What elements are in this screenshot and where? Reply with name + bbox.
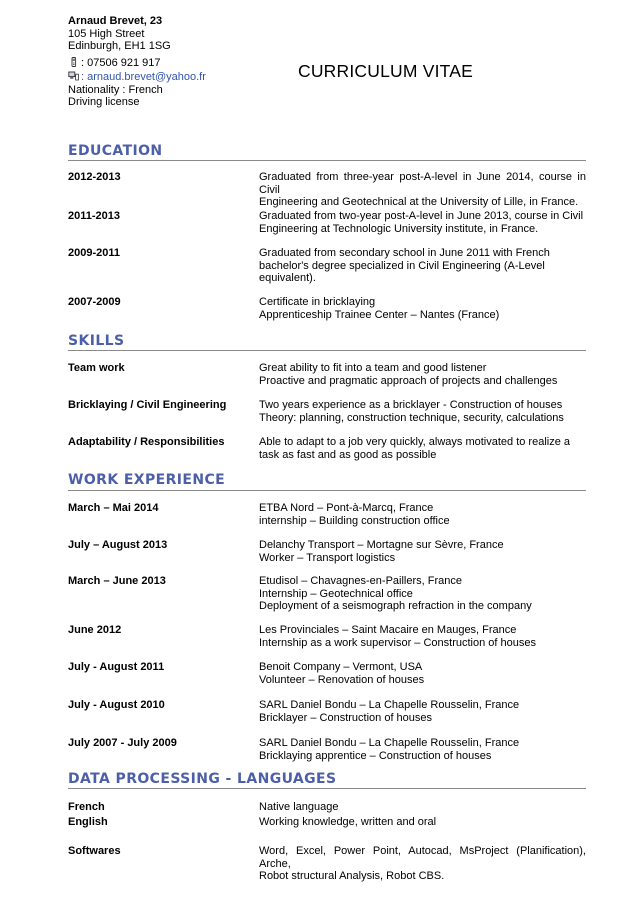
- work-description: [259, 661, 586, 686]
- description-line: Great ability to fit into a team and good listener: [259, 362, 487, 374]
- software-label: Softwares: [68, 845, 121, 857]
- section-divider: [68, 490, 586, 491]
- description-line: Graduated from two-year post-A-level in June 2013, course in Civil: [259, 210, 584, 222]
- description-line: Delanchy Transport – Mortagne sur Sèvre, France: [259, 539, 504, 551]
- skill-name: Bricklaying / Civil Engineering: [68, 399, 227, 411]
- education-period: 2012-2013: [68, 171, 121, 183]
- work-description: [259, 539, 586, 564]
- description-line: SARL Daniel Bondu – La Chapelle Rousselin, France: [259, 737, 520, 749]
- description-line: Native language: [259, 801, 339, 813]
- description-line: Word, Excel, Power Point, Autocad, MsProject (Planification), Arche,: [259, 845, 586, 870]
- description-line: internship – Building construction office: [259, 514, 450, 527]
- software-list: [259, 845, 586, 883]
- contact-email-line: [68, 71, 206, 84]
- skill-description: [259, 436, 586, 461]
- work-period: June 2012: [68, 624, 122, 636]
- description-line: Theory: planning, construction technique, security, calculations: [259, 411, 564, 424]
- education-period: 2007-2009: [68, 296, 121, 308]
- work-description: [259, 502, 586, 527]
- description-line: ETBA Nord – Pont-à-Marcq, France: [259, 502, 434, 514]
- description-line: Apprenticeship Trainee Center – Nantes (France): [259, 308, 500, 321]
- contact-email-link[interactable]: : arnaud.brevet@yahoo.fr: [81, 71, 206, 83]
- work-description: [259, 737, 586, 762]
- language-name: English: [68, 816, 108, 828]
- contact-phone: : 07506 921 917: [81, 56, 161, 69]
- education-description: [259, 296, 586, 321]
- work-period: March – June 2013: [68, 575, 166, 587]
- description-line: Proactive and pragmatic approach of projects and challenges: [259, 374, 558, 387]
- description-line: Benoit Company – Vermont, USA: [259, 661, 423, 673]
- description-line: Bricklaying apprentice – Construction of houses: [259, 749, 492, 762]
- computer-icon: [68, 71, 79, 81]
- contact-block: [68, 15, 206, 109]
- work-period: July 2007 - July 2009: [68, 737, 177, 749]
- description-line: Etudisol – Chavagnes-en-Paillers, France: [259, 575, 462, 587]
- language-level: [259, 816, 586, 829]
- work-description: [259, 624, 586, 649]
- work-period: March – Mai 2014: [68, 502, 159, 514]
- contact-city: Edinburgh, EH1 1SG: [68, 40, 171, 52]
- description-line: Les Provinciales – Saint Macaire en Mauges, France: [259, 624, 517, 636]
- description-line: Able to adapt to a job very quickly, always motivated to realize a: [259, 436, 571, 448]
- description-line: Graduated from three-year post-A-level in June 2014, course in Civil: [259, 171, 586, 196]
- description-line: Working knowledge, written and oral: [259, 816, 437, 828]
- section-title-work-experience: WORK EXPERIENCE: [68, 472, 226, 488]
- section-divider: [68, 788, 586, 789]
- section-title-data-processing-languages: DATA PROCESSING - LANGUAGES: [68, 771, 337, 787]
- description-line: Volunteer – Renovation of houses: [259, 673, 425, 686]
- section-divider: [68, 160, 586, 161]
- work-period: July - August 2011: [68, 661, 165, 673]
- work-period: July – August 2013: [68, 539, 168, 551]
- description-line: Certificate in bricklaying: [259, 296, 376, 308]
- description-line: Internship as a work supervisor – Construction of houses: [259, 636, 536, 649]
- skill-name: Team work: [68, 362, 125, 374]
- work-description: [259, 575, 586, 613]
- contact-nationality: Nationality : French: [68, 83, 163, 96]
- language-name: French: [68, 801, 105, 813]
- description-line: Robot structural Analysis, Robot CBS.: [259, 870, 445, 882]
- description-line: Worker – Transport logistics: [259, 551, 396, 564]
- description-line: Deployment of a seismograph refraction in the company: [259, 600, 532, 612]
- contact-license: Driving license: [68, 96, 140, 108]
- description-line: Graduated from secondary school in June 2011 with French: [259, 247, 550, 259]
- education-description: [259, 247, 586, 285]
- education-period: 2011-2013: [68, 210, 120, 222]
- description-line: bachelor's degree specialized in Civil Engineering (A-Level: [259, 259, 545, 272]
- description-line: equivalent).: [259, 272, 316, 284]
- description-line: Engineering at Technologic University institute, in France.: [259, 222, 539, 235]
- skill-description: [259, 399, 586, 424]
- contact-phone-line: [68, 57, 206, 70]
- description-line: task as fast and as good as possible: [259, 448, 437, 461]
- description-line: SARL Daniel Bondu – La Chapelle Rousselin, France: [259, 699, 520, 711]
- section-title-skills: SKILLS: [68, 333, 125, 349]
- work-period: July - August 2010: [68, 699, 165, 711]
- skill-description: [259, 362, 586, 387]
- contact-name: Arnaud Brevet, 23: [68, 15, 163, 27]
- mobile-phone-icon: [68, 57, 79, 67]
- contact-street: 105 High Street: [68, 27, 145, 40]
- description-line: Internship – Geotechnical office: [259, 587, 413, 600]
- description-line: Engineering and Geotechnical at the University of Lille, in France.: [259, 196, 579, 208]
- work-description: [259, 699, 586, 724]
- education-description: [259, 210, 586, 235]
- language-level: [259, 801, 586, 814]
- description-line: Two years experience as a bricklayer - Construction of houses: [259, 399, 563, 411]
- section-divider: [68, 350, 586, 351]
- page-title: CURRICULUM VITAE: [298, 61, 473, 81]
- section-title-education: EDUCATION: [68, 143, 163, 159]
- skill-name: Adaptability / Responsibilities: [68, 436, 225, 448]
- description-line: Bricklayer – Construction of houses: [259, 711, 433, 724]
- education-description: [259, 171, 586, 209]
- education-period: 2009-2011: [68, 247, 120, 259]
